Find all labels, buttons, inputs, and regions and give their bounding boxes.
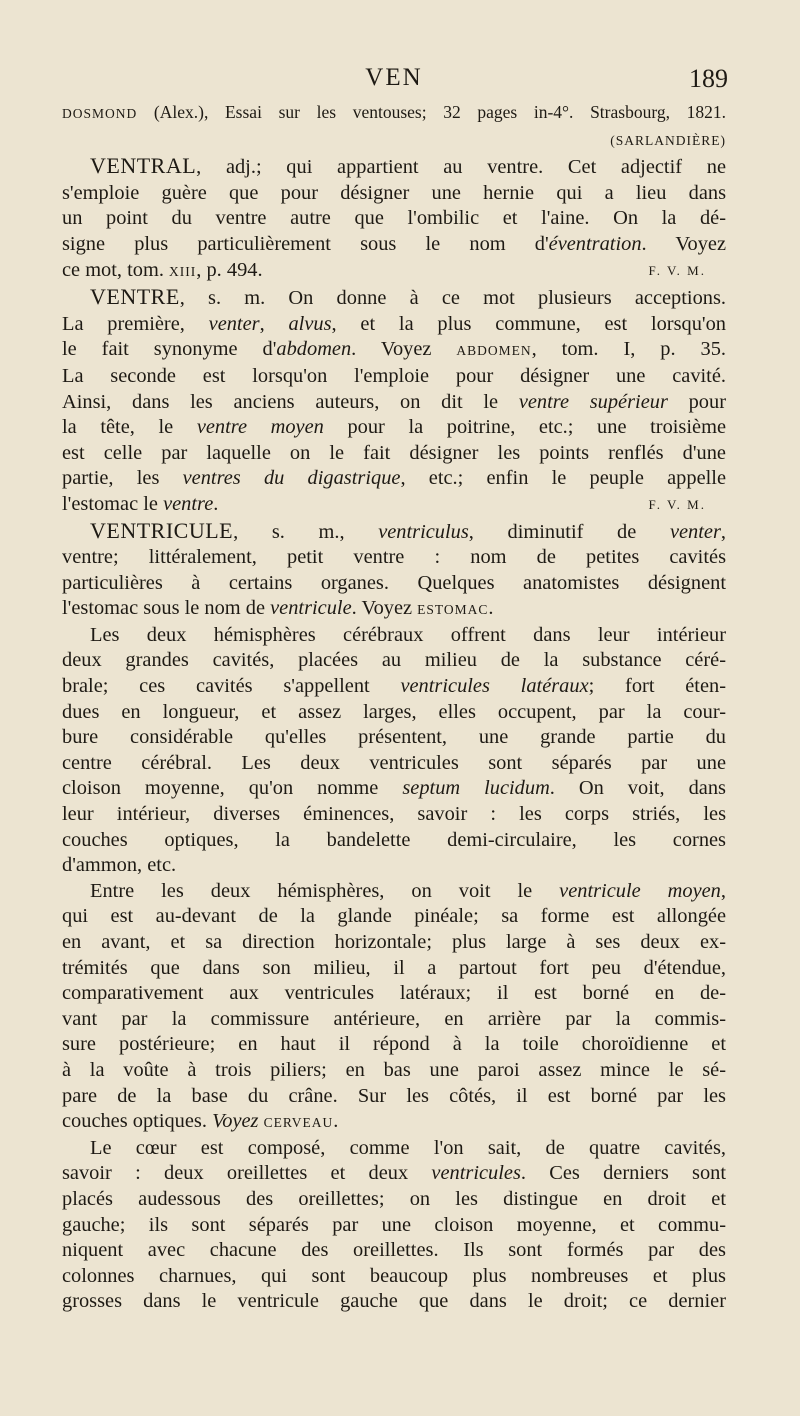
text-line: bure considérable qu'elles présentent, une grande partie du xyxy=(62,726,726,749)
text-line: sure postérieure; en haut il répond à la toile choroïdienne et xyxy=(62,1033,726,1056)
headword-ventral: VENTRAL xyxy=(90,153,197,179)
headword-ventricule: VENTRICULE xyxy=(90,517,234,543)
text-line: La seconde est lorsqu'on l'emploie pour désigner une cavité. xyxy=(62,364,726,387)
text-line: La première, venter, alvus, et la plus commune, est lorsqu'on xyxy=(62,312,726,335)
text-line: gauche; ils sont séparés par une cloison moyenne, et commu- xyxy=(62,1213,726,1236)
page-number: 189 xyxy=(689,64,728,93)
text-line: comparativement aux ventricules latéraux; il est borné en de- xyxy=(62,982,726,1005)
text-line: grosses dans le ventricule gauche que dans le droit; ce dernier xyxy=(62,1290,726,1313)
text-line: placés audessous des oreillettes; on les distingue en droit et xyxy=(62,1187,726,1210)
text-line: Ainsi, dans les anciens auteurs, on dit le ventre supérieur pour xyxy=(62,390,726,413)
text-line: brale; ces cavités s'appellent ventricules latéraux; fort éten- xyxy=(62,675,726,698)
text-line: un point du ventre autre que l'ombilic et l'aine. On la dé- xyxy=(62,207,726,230)
text-line: particulières à certains organes. Quelques anatomistes désignent xyxy=(62,571,726,594)
text-line: à la voûte à trois piliers; en bas une paroi assez mince le sé- xyxy=(62,1058,726,1081)
running-head-word: VEN xyxy=(365,64,423,91)
text-line: est celle par laquelle on le fait désigner les points renflés d'une xyxy=(62,441,726,464)
author-signature: (SARLANDIÈRE) xyxy=(610,132,726,148)
text-line: Entre les deux hémisphères, on voit le ventricule moyen, xyxy=(90,879,726,902)
text-line: colonnes charnues, qui sont beaucoup plus nombreuses et plus xyxy=(62,1264,726,1287)
text-column xyxy=(62,100,726,1315)
text-line: savoir : deux oreillettes et deux ventricules. Ces derniers sont xyxy=(62,1162,727,1185)
text-line: trémités que dans son milieu, il a partout fort peu d'étendue, xyxy=(62,956,726,979)
text-line: qui est au-devant de la glande pinéale; sa forme est allongée xyxy=(62,905,726,928)
text-line: d'ammon, etc. xyxy=(62,854,177,877)
text-line: Les deux hémisphères cérébraux offrent dans leur intérieur xyxy=(90,623,726,646)
entry-ventre-line: VENTRE, s. m. On donne à ce mot plusieurs acceptions. xyxy=(90,284,726,310)
text-line: Le cœur est composé, comme l'on sait, de quatre cavités, xyxy=(90,1136,726,1159)
text-line: niquent avec chacune des oreillettes. Ils sont formés par des xyxy=(62,1239,726,1262)
headword-ventre: VENTRE xyxy=(90,284,180,310)
text-line: pare de la base du crâne. Sur les côtés, il est borné par les xyxy=(62,1084,726,1107)
text-line: couches optiques. Voyez CERVEAU. xyxy=(62,1110,339,1133)
text-line: ventre; littéralement, petit ventre : nom de petites cavités xyxy=(62,546,726,569)
text-line: cloison moyenne, qu'on nomme septum lucidum. On voit, dans xyxy=(62,777,726,800)
text-line: centre cérébral. Les deux ventricules sont séparés par une xyxy=(62,751,726,774)
text-line: ce mot, tom. XIII, p. 494. F. V. M. xyxy=(62,258,726,285)
text-line: l'estomac le ventre. F. V. M. xyxy=(62,492,726,518)
text-line: dues en longueur, et assez larges, elles occupent, par la cour- xyxy=(62,700,726,723)
text-line: signe plus particulièrement sous le nom d'éventration. Voyez xyxy=(62,232,726,255)
text-line: couches optiques, la bandelette demi-circulaire, les cornes xyxy=(62,828,726,851)
text-line: s'emploie guère que pour désigner une hernie qui a lieu dans xyxy=(62,181,726,204)
text-line: vant par la commissure antérieure, en arrière par la commis- xyxy=(62,1007,726,1030)
text-line: deux grandes cavités, placées au milieu de la substance céré- xyxy=(62,649,726,672)
text-line: partie, les ventres du digastrique, etc.; enfin le peuple appelle xyxy=(62,467,726,490)
entry-signature: F. V. M. xyxy=(648,262,706,278)
running-header xyxy=(60,64,728,104)
text-line: la tête, le ventre moyen pour la poitrine, etc.; une troisième xyxy=(62,416,726,439)
text-line: leur intérieur, diverses éminences, savoir : les corps striés, les xyxy=(62,803,726,826)
text-line: le fait synonyme d'abdomen. Voyez ABDOMEN, tom. I, p. 35. xyxy=(62,338,726,361)
bibliography-line: DOSMOND (Alex.), Essai sur les ventouses; 32 pages in-4°. Strasbourg, 1821. xyxy=(62,102,726,122)
entry-ventral-line: VENTRAL, adj.; qui appartient au ventre. Cet adjectif ne xyxy=(90,153,726,179)
entry-signature: F. V. M. xyxy=(648,496,706,512)
text-line: en avant, et sa direction horizontale; plus large à ses deux ex- xyxy=(62,931,726,953)
text-line: l'estomac sous le nom de ventricule. Voyez ESTOMAC. xyxy=(62,597,494,620)
entry-ventricule-line: VENTRICULE, s. m., ventriculus, diminutif de venter, xyxy=(90,517,726,543)
